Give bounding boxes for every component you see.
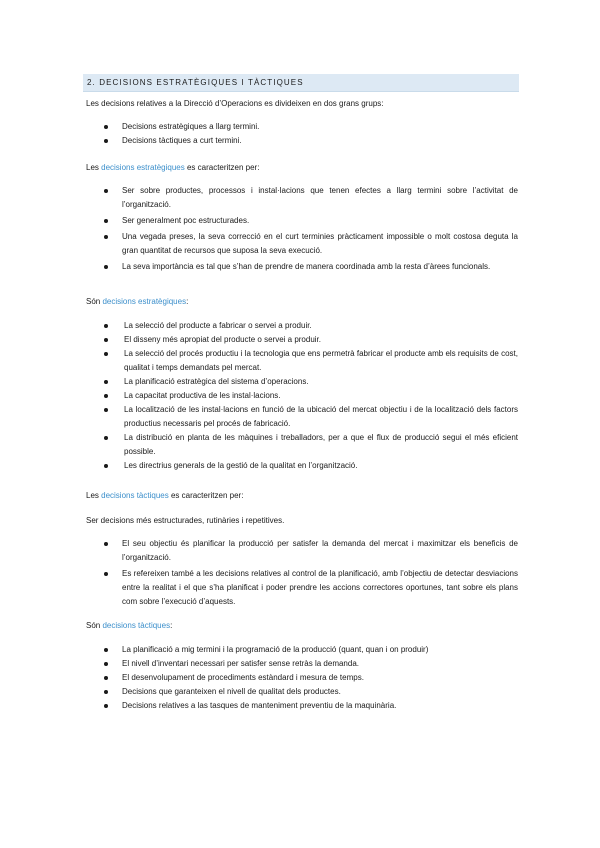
tactical-characteristics-heading <box>86 489 516 503</box>
list-item: La localització de les instal·lacions en funció de la ubicació del mercat objectiu i de la localització dels factors productius necessaris pel procés de fabricació. <box>86 403 518 431</box>
strategic-decisions-link: decisions estratègiques <box>102 297 187 306</box>
list-item: Decisions que garanteixen el nivell de qualitat dels productes. <box>86 685 518 699</box>
text: Les <box>86 491 102 500</box>
strategic-decisions-link: decisions estratègiques <box>101 163 185 172</box>
text: Són <box>86 297 103 306</box>
text: es caracteritzen per: <box>168 491 244 500</box>
list-item: El nivell d’inventari necessari per satisfer sense retràs la demanda. <box>86 657 518 671</box>
list-item: Ser generalment poc estructurades. <box>86 214 518 228</box>
strategic-characteristics-list <box>86 184 518 274</box>
list-item: La distribució en planta de les màquines i treballadors, per a que el flux de producció segui el més eficient possible. <box>86 431 518 459</box>
list-item: Decisions tàctiques a curt termini. <box>86 134 518 148</box>
list-item: Una vegada preses, la seva correcció en el curt terminies pràcticament impossible o molt costosa deguta la gran quantitat de recursos que suposa la seva execució. <box>86 230 518 258</box>
list-item: Decisions relatives a las tasques de manteniment preventiu de la maquinària. <box>86 699 518 713</box>
list-item: La seva importància es tal que s’han de prendre de manera coordinada amb la resta d’àrees funcionals. <box>86 260 518 274</box>
list-item: El desenvolupament de procediments estàndard i mesura de temps. <box>86 671 518 685</box>
tactical-decisions-link: decisions tàctiques <box>101 491 169 500</box>
text: Són <box>86 621 103 630</box>
tactical-decisions-list <box>86 643 518 713</box>
text: : <box>170 621 173 630</box>
groups-list <box>86 120 518 148</box>
list-item: El disseny més apropiat del producte o servei a produir. <box>86 333 518 347</box>
list-item: Ser sobre productes, processos i instal·lacions que tenen efectes a llarg termini sobre l’activitat de l’organització. <box>86 184 518 212</box>
text: : <box>186 297 189 306</box>
list-item: La planificació estratègica del sistema d’operacions. <box>86 375 518 389</box>
section-heading <box>83 74 519 92</box>
strategic-decisions-list <box>86 319 518 473</box>
list-item: Es refereixen també a les decisions relatives al control de la planificació, amb l’objectiu de detectar desviacions entre la realitat i el que s’ha planificat i poder prendre les accions correctores oportunes, tant sobre els plans com sobre l’execució d’aquests. <box>86 567 518 609</box>
tactical-characteristics-list <box>86 537 518 609</box>
intro-paragraph: Les decisions relatives a la Direcció d’Operacions es divideixen en dos grans grups: <box>86 99 384 108</box>
list-item: La selecció del producte a fabricar o servei a produir. <box>86 319 518 333</box>
list-item: Decisions estratègiques a llarg termini. <box>86 120 518 134</box>
list-item: La planificació a mig termini i la programació de la producció (quant, quan i on produir) <box>86 643 518 657</box>
strategic-list-heading <box>86 295 516 309</box>
tactical-definition: Ser decisions més estructurades, rutinàries i repetitives. <box>86 516 285 525</box>
list-item: La selecció del procés productiu i la tecnologia que ens permetrà fabricar el producte amb els requisits de cost, qualitat i temps demandats pel mercat. <box>86 347 518 375</box>
tactical-list-heading <box>86 619 516 633</box>
tactical-decisions-link: decisions tàctiques <box>102 621 171 630</box>
section-heading-text: 2. DECISIONS ESTRATÈGIQUES I TÀCTIQUES <box>87 78 304 87</box>
list-item: Les directrius generals de la gestió de la qualitat en l’organització. <box>86 459 518 473</box>
text: Les <box>86 163 102 172</box>
strategic-characteristics-heading <box>86 161 516 175</box>
list-item: La capacitat productiva de les instal·lacions. <box>86 389 518 403</box>
list-item: El seu objectiu és planificar la producció per satisfer la demanda del mercat i maximitzar els beneficis de l’organització. <box>86 537 518 565</box>
text: es caracteritzen per: <box>184 163 260 172</box>
